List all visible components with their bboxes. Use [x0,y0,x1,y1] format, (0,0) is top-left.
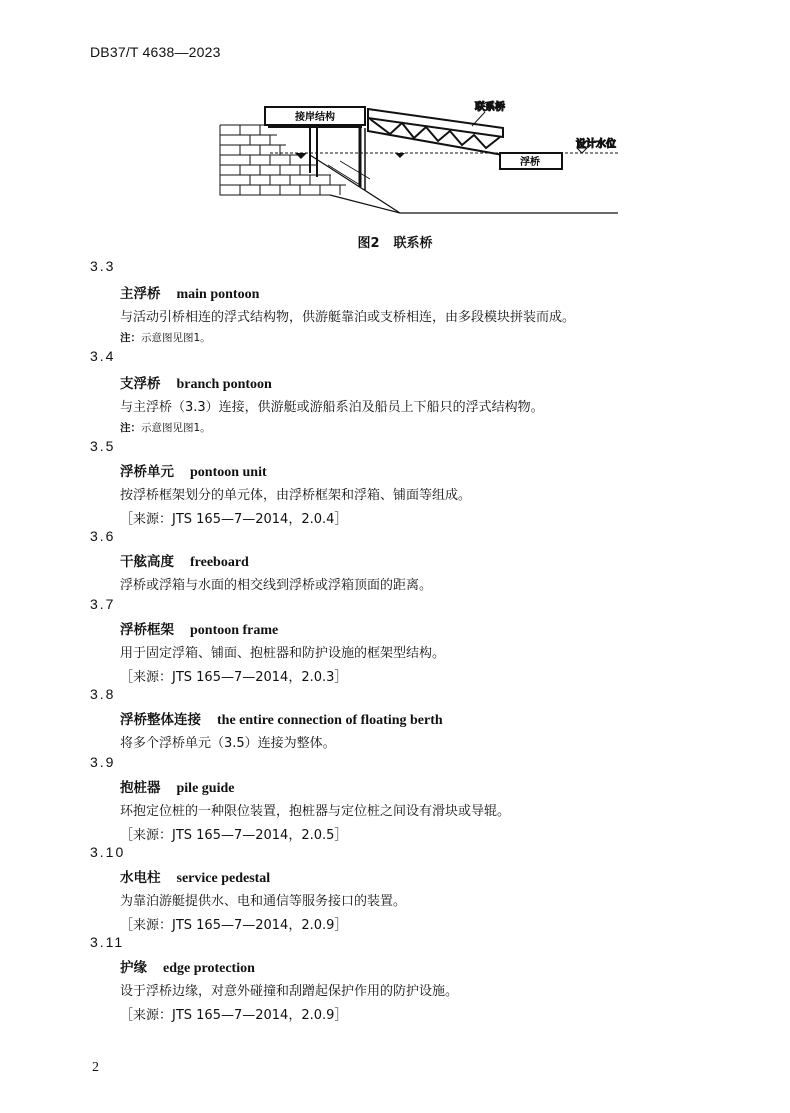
term-number: 3.7 [90,596,116,612]
term-definition: 设于浮桥边缘，对意外碰撞和刮蹭起保护作用的防护设施。 [120,984,459,999]
term-title-en: pile guide [176,781,235,796]
term-definition: 环抱定位桩的一种限位装置，抱桩器与定位桩之间设有滑块或导辊。 [120,804,511,819]
figure-title: 联系桥 [393,236,433,251]
term-title-en: service pedestal [176,871,271,886]
term-definition: 与活动引桥相连的浮式结构物，供游艇靠泊或支桥相连，由多段模块拼装而成。 [120,310,576,325]
term-number: 3.5 [90,438,116,454]
term-title-zh: 主浮桥 [120,286,161,302]
term-number: 3.11 [90,934,125,950]
term-note [120,420,211,435]
note-text: 示意图见图1。 [141,422,211,434]
term-source: ［来源：JTS 165—7—2014，2.0.9］ [120,918,348,933]
water-level [270,137,618,159]
term-title-en: the entire connection of floating berth [217,713,443,728]
term-source: ［来源：JTS 165—7—2014，2.0.9］ [120,1008,348,1023]
figure-caption [0,232,790,251]
term-source: ［来源：JTS 165—7—2014，2.0.5］ [120,828,348,843]
term-title-zh: 浮桥框架 [120,622,174,638]
term-number: 3.4 [90,348,116,364]
link-bridge-diagram [210,95,630,225]
term-number: 3.3 [90,258,116,274]
term-title-zh: 浮桥整体连接 [120,712,201,728]
term-title-en: main pontoon [176,287,260,302]
term-title-en: edge protection [163,961,255,976]
page-number: 2 [92,1060,99,1075]
term-title-zh: 干舷高度 [120,554,174,570]
term-number: 3.10 [90,844,126,860]
term-title-zh: 支浮桥 [120,376,161,392]
term-title-zh: 抱桩器 [120,780,161,796]
term-source: ［来源：JTS 165—7—2014，2.0.4］ [120,512,348,527]
term-definition: 浮桥或浮箱与水面的相交线到浮桥或浮箱顶面的距离。 [120,578,433,593]
term-number: 3.9 [90,754,116,770]
term-definition: 与主浮桥（3.3）连接，供游艇或游船系泊及船员上下船只的浮式结构物。 [120,400,544,415]
term-title-en: branch pontoon [176,377,272,392]
note-text: 示意图见图1。 [141,332,211,344]
term-title-zh: 护缘 [120,960,147,976]
term-title-en: pontoon unit [190,465,267,480]
note-label: 注： [120,422,141,434]
pontoon-label: 浮桥 [520,157,540,168]
term-definition: 用于固定浮箱、铺面、抱桩器和防护设施的框架型结构。 [120,646,446,661]
note-label: 注： [120,332,141,344]
term-number: 3.6 [90,528,116,544]
document-code: DB37/T 4638—2023 [90,44,221,60]
term-title-zh: 水电柱 [120,870,161,886]
term-source: ［来源：JTS 165—7—2014，2.0.3］ [120,670,348,685]
term-definition: 按浮桥框架划分的单元体，由浮桥框架和浮箱、铺面等组成。 [120,488,472,503]
link-bridge-label: 联系桥 [475,102,505,113]
term-number: 3.8 [90,686,116,702]
brick-wall [220,125,346,195]
term-title-en: pontoon frame [190,623,279,638]
shore-structure-label: 接岸结构 [295,112,335,123]
pontoon [500,153,562,169]
design-water-level-label: 设计水位 [576,139,616,150]
term-note [120,330,211,345]
truss-link-bridge [368,100,505,155]
term-definition: 为靠泊游艇提供水、电和通信等服务接口的装置。 [120,894,407,909]
revetment-slope [310,155,618,213]
term-title-zh: 浮桥单元 [120,464,174,480]
term-definition: 将多个浮桥单元（3.5）连接为整体。 [120,736,336,751]
term-title-en: freeboard [190,555,249,570]
figure-number: 图2 [357,236,380,251]
